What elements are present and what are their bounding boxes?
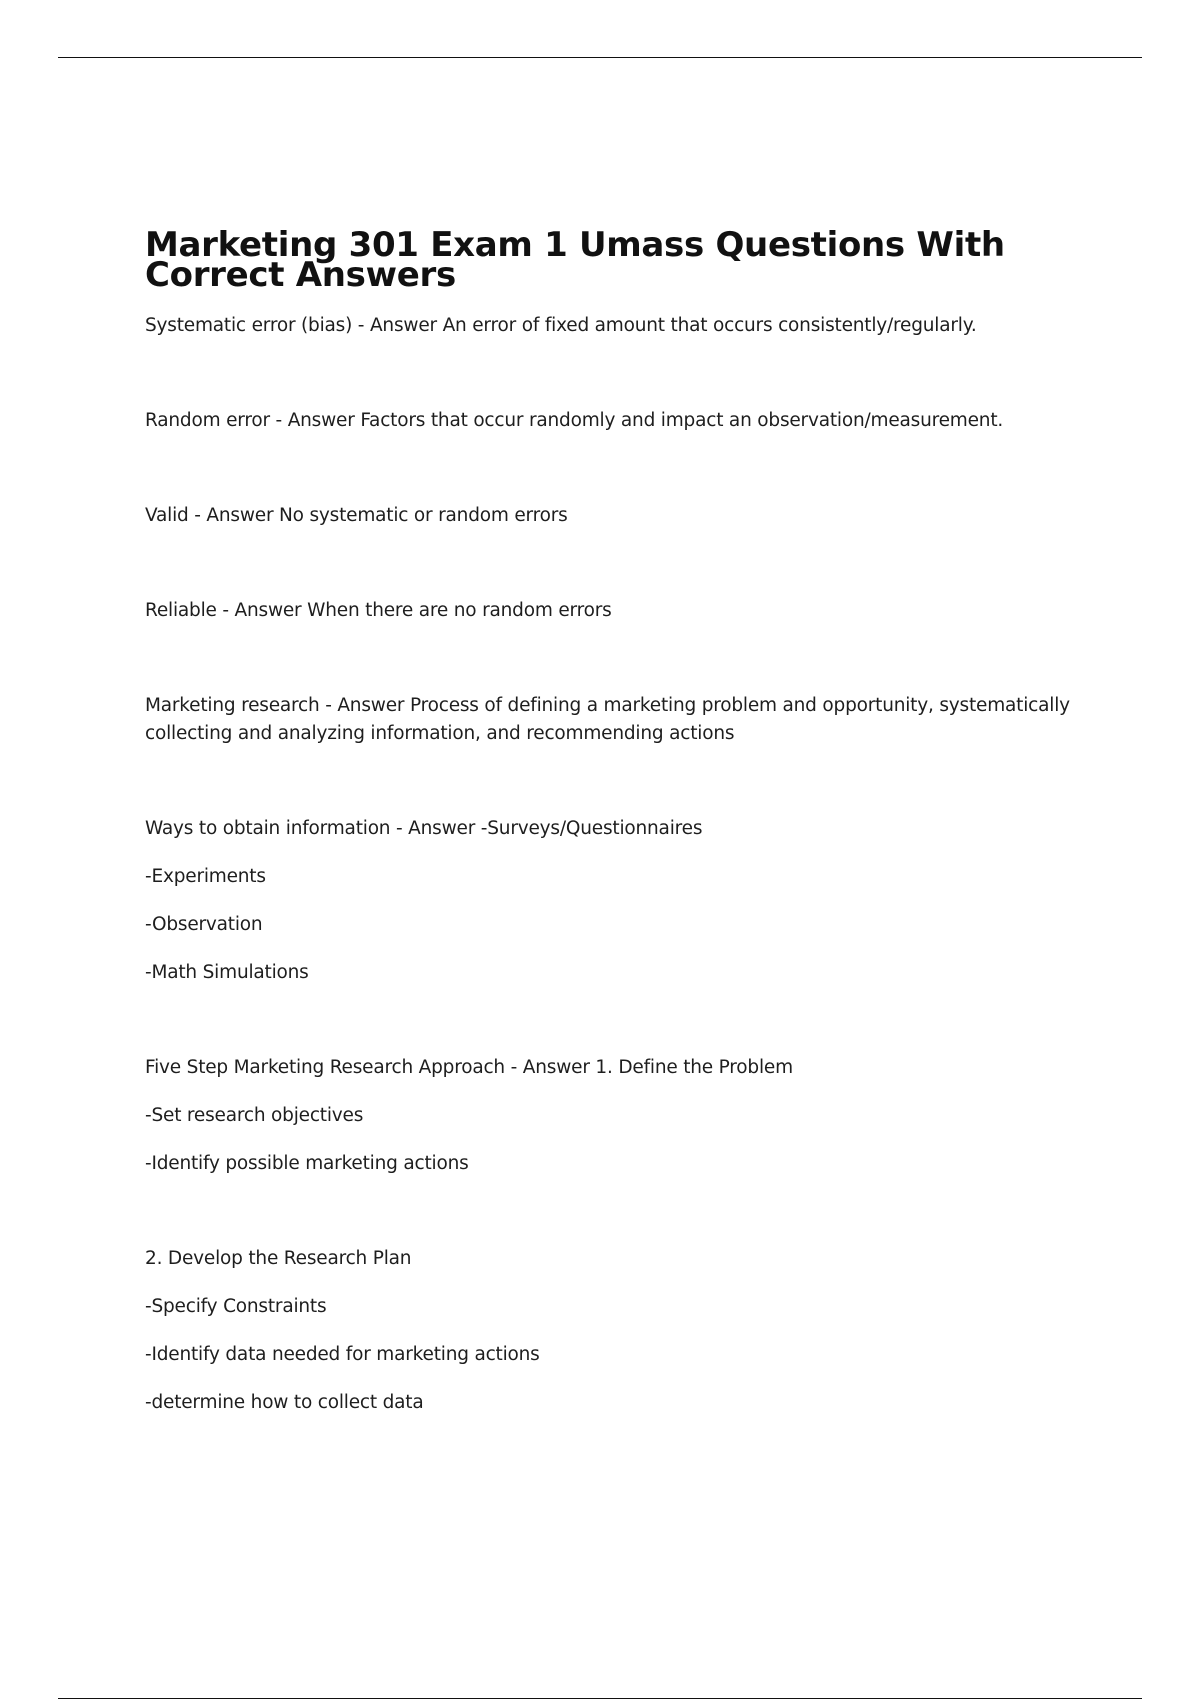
list-item: -determine how to collect data bbox=[145, 1392, 424, 1413]
entry-marketing-research: Marketing research - Answer Process of defining a marketing problem and opportunity, systematically collecting and analyzing information, and recommending actions bbox=[145, 695, 1070, 744]
entry-reliable: Reliable - Answer When there are no random errors bbox=[145, 600, 612, 621]
list-item: -Observation bbox=[145, 914, 263, 935]
list-item: -Set research objectives bbox=[145, 1105, 364, 1126]
list-item: -Experiments bbox=[145, 866, 266, 887]
entry-five-step-approach: Five Step Marketing Research Approach - Answer 1. Define the Problem bbox=[145, 1057, 793, 1078]
entry-ways-to-obtain-information: Ways to obtain information - Answer -Surveys/Questionnaires bbox=[145, 818, 703, 839]
header-rule bbox=[58, 57, 1142, 58]
footer-rule bbox=[58, 1698, 1142, 1699]
entry-systematic-error: Systematic error (bias) - Answer An error of fixed amount that occurs consistently/regularly. bbox=[145, 315, 977, 336]
list-item: -Identify possible marketing actions bbox=[145, 1153, 469, 1174]
entry-step-two: 2. Develop the Research Plan bbox=[145, 1248, 412, 1269]
entry-valid: Valid - Answer No systematic or random errors bbox=[145, 505, 568, 526]
document-body bbox=[145, 225, 1075, 1417]
list-item: -Math Simulations bbox=[145, 962, 309, 983]
list-item: -Identify data needed for marketing actions bbox=[145, 1344, 540, 1365]
entry-random-error: Random error - Answer Factors that occur randomly and impact an observation/measurement. bbox=[145, 410, 1004, 431]
list-item: -Specify Constraints bbox=[145, 1296, 327, 1317]
document-title: Marketing 301 Exam 1 Umass Questions With Correct Answers bbox=[145, 225, 1005, 295]
